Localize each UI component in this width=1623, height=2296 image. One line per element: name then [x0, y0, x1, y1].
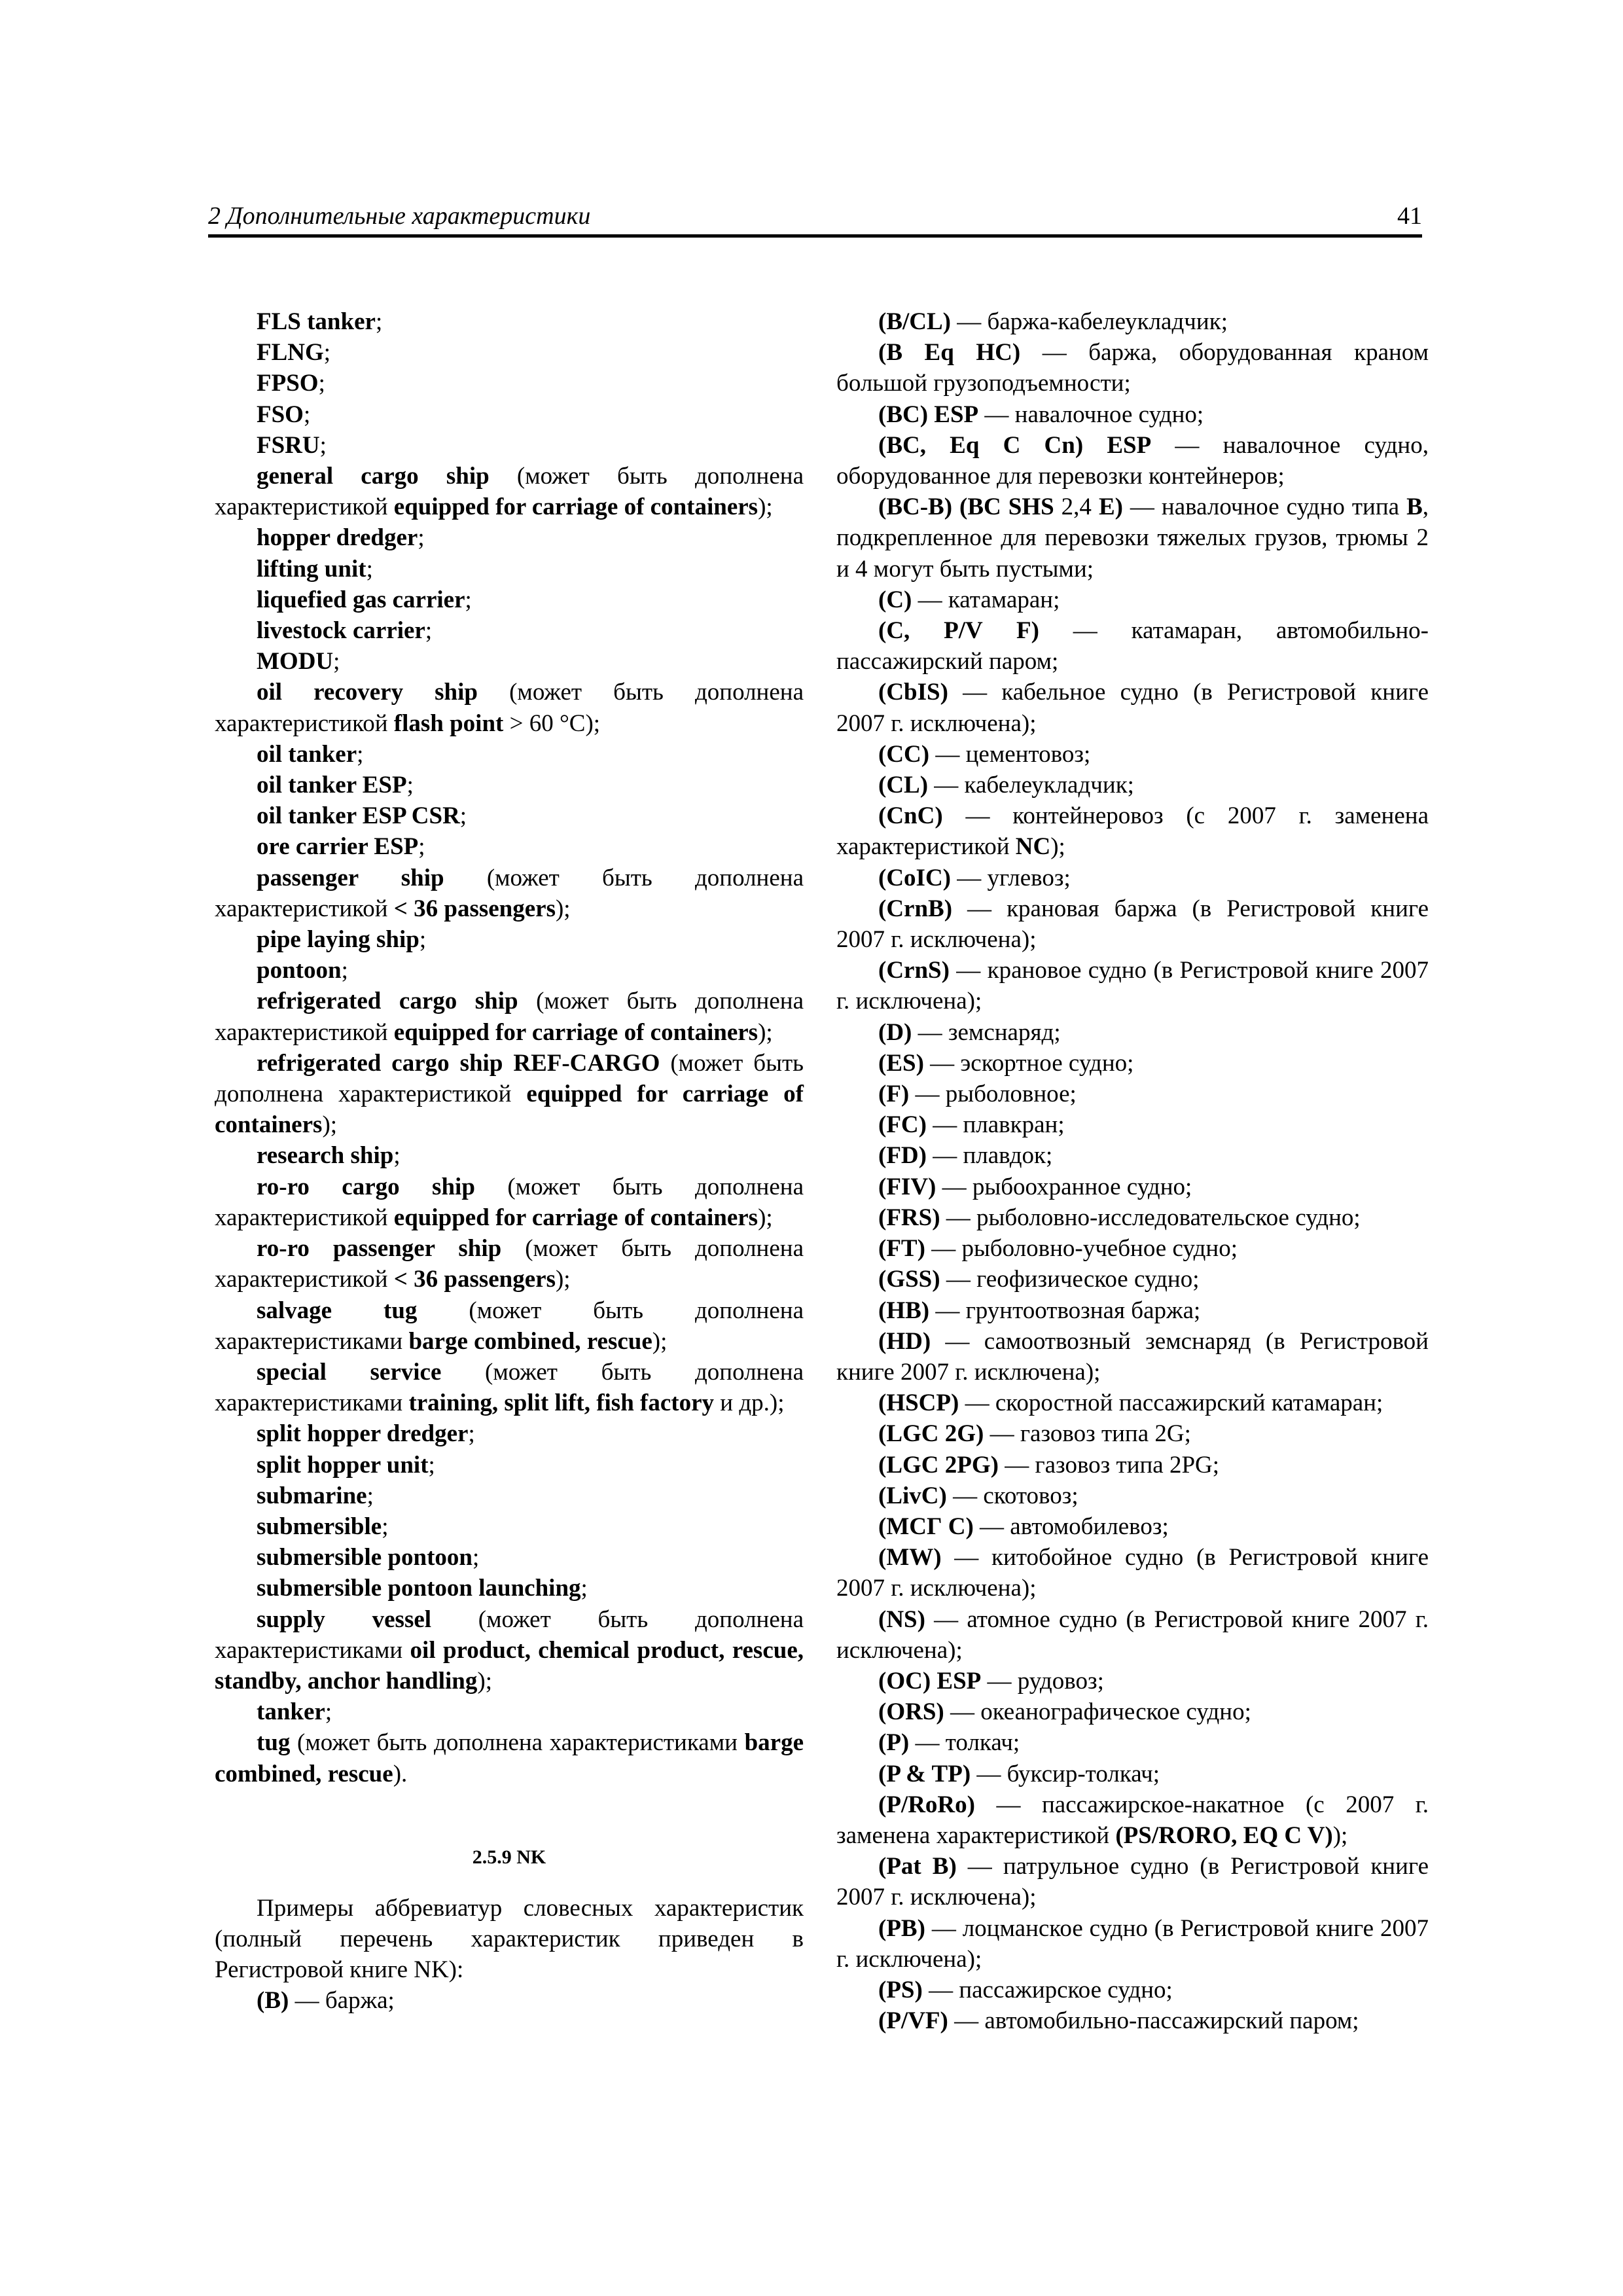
term-text: salvage tug: [257, 1297, 418, 1324]
term-text: submarine: [257, 1482, 367, 1509]
list-item: [836, 1913, 1429, 1975]
list-item: [836, 1975, 1429, 2005]
list-item: [215, 1696, 804, 1727]
term-text: (FIV): [878, 1173, 936, 1200]
term-text: training, split lift, fish factory: [408, 1390, 715, 1417]
term-text: (P/RoRo): [878, 1791, 975, 1818]
description-text: — буксир-толкач;: [971, 1760, 1160, 1787]
description-text: ;: [366, 1482, 374, 1509]
description-text: — катамаран;: [912, 586, 1060, 613]
list-item: [836, 800, 1429, 862]
list-item: [836, 1140, 1429, 1171]
term-text: (F): [878, 1081, 910, 1108]
description-text: (может быть дополнена характеристиками: [215, 1297, 804, 1355]
term-text: oil recovery ship: [257, 679, 478, 706]
list-item: [836, 584, 1429, 615]
term-text: FLNG: [257, 339, 324, 367]
list-item: [215, 522, 804, 553]
term-text: supply vessel: [257, 1605, 432, 1633]
list-item: [836, 1295, 1429, 1326]
description-text: и др.);: [714, 1390, 785, 1417]
description-text: (может быть дополнена характеристикой: [215, 1049, 804, 1108]
list-item: [215, 739, 804, 770]
term-text: (ORS): [878, 1698, 944, 1726]
list-item: [215, 1233, 804, 1295]
right-entry-list: [836, 306, 1429, 2036]
description-text: — навалочное судно;: [978, 401, 1204, 428]
list-item: [215, 399, 804, 430]
list-item: [215, 1140, 804, 1171]
term-text: (FD): [878, 1142, 927, 1170]
description-text: ;: [357, 740, 364, 768]
description-text: );: [758, 1018, 773, 1046]
term-text: ore carrier ESP: [257, 833, 419, 861]
term-text: (D): [878, 1018, 912, 1046]
term-text: equipped for carriage of containers: [393, 1204, 758, 1231]
description-text: ;: [459, 802, 467, 830]
list-item: [836, 2005, 1429, 2036]
list-item: [836, 1666, 1429, 1696]
intro-paragraph: [215, 1893, 804, 1986]
page-number: 41: [1397, 202, 1422, 230]
list-item: [836, 306, 1429, 337]
term-text: (B): [257, 1987, 289, 2015]
term-text: MODU: [257, 648, 334, 675]
list-item: [215, 337, 804, 368]
list-item: [215, 1542, 804, 1573]
page-header: [208, 195, 1422, 238]
term-text: (MW): [878, 1544, 942, 1571]
term-text: split hopper dredger: [257, 1420, 469, 1448]
list-item: [836, 955, 1429, 1016]
description-text: — навалочное судно типа: [1122, 493, 1407, 521]
list-item: [836, 1604, 1429, 1666]
description-text: ;: [382, 1513, 389, 1540]
list-item: [215, 1985, 804, 2016]
description-text: — контейнеровоз (с 2007 г. заменена характеристикой: [836, 802, 1429, 861]
description-text: ;: [428, 1451, 435, 1479]
term-text: B: [1406, 493, 1423, 521]
description-text: — плавдок;: [926, 1142, 1053, 1170]
list-item: [836, 677, 1429, 738]
description-text: — атомное судно (в Регистровой книге 2007 г. исключена);: [836, 1605, 1429, 1664]
list-item: [836, 1202, 1429, 1233]
section-heading: 2.5.9 NK: [472, 1846, 546, 1868]
term-text: (C, P/V F): [878, 617, 1039, 645]
term-text: pontoon: [257, 957, 342, 984]
list-item: [836, 863, 1429, 893]
description-text: — толкач;: [909, 1729, 1020, 1757]
term-text: livestock carrier: [257, 617, 425, 645]
description-text: — рудовоз;: [981, 1667, 1104, 1695]
term-text: (LivC): [878, 1482, 947, 1509]
term-text: submersible pontoon launching: [257, 1575, 581, 1602]
list-item: [836, 337, 1429, 399]
term-text: (LGC 2G): [878, 1420, 984, 1448]
list-item: [215, 430, 804, 461]
description-text: — самоотвозный земснаряд (в Регистровой книге 2007 г. исключена);: [836, 1327, 1429, 1386]
description-text: ;: [580, 1575, 588, 1602]
left-column: [215, 306, 804, 2017]
term-text: (Pat B): [878, 1853, 957, 1880]
list-item: [836, 739, 1429, 770]
description-text: );: [758, 493, 773, 521]
description-text: (может быть дополнена характеристикой: [215, 463, 804, 521]
list-item: [836, 1450, 1429, 1480]
term-text: (CrnS): [878, 957, 950, 984]
list-item: [836, 1233, 1429, 1264]
description-text: — автомобилевоз;: [973, 1513, 1169, 1540]
term-text: (MCГ C): [878, 1513, 974, 1540]
description-text: (может быть дополнена характеристикой: [215, 864, 804, 922]
list-item: [215, 554, 804, 584]
term-text: ro-ro cargo ship: [257, 1173, 475, 1200]
term-text: split hopper unit: [257, 1451, 429, 1479]
list-item: [836, 1079, 1429, 1109]
description-text: — китобойное судно (в Регистровой книге 2007 г. исключена);: [836, 1544, 1429, 1602]
list-item: [215, 1172, 804, 1233]
description-text: — крановая баржа (в Регистровой книге 2007 г. исключена);: [836, 895, 1429, 954]
term-text: (B Eq HC): [878, 339, 1021, 367]
list-item: [215, 1418, 804, 1449]
term-text: oil tanker ESP: [257, 772, 407, 799]
list-item: [836, 1264, 1429, 1295]
description-text: — крановое судно (в Регистровой книге 2007 г. исключена);: [836, 957, 1429, 1015]
description-text: — рыбоохранное судно;: [936, 1173, 1192, 1200]
term-text: tug: [257, 1729, 291, 1757]
term-text: E): [1098, 493, 1123, 521]
term-text: (CoIC): [878, 864, 951, 891]
term-text: flash point: [393, 709, 504, 737]
description-text: — газовоз типа 2G;: [984, 1420, 1191, 1448]
term-text: (FC): [878, 1111, 927, 1139]
list-item: [215, 677, 804, 738]
term-text: FSO: [257, 401, 304, 428]
description-text: — пассажирское судно;: [922, 1976, 1173, 2003]
description-text: — рыболовно-учебное судно;: [925, 1235, 1238, 1263]
list-item: [215, 1048, 804, 1141]
description-text: );: [555, 1266, 571, 1293]
term-text: (PS/RORO, EQ C V): [1115, 1821, 1333, 1849]
description-text: — цементовоз;: [929, 740, 1091, 768]
term-text: pipe laying ship: [257, 926, 419, 954]
description-text: , подкрепленное для перевозки тяжелых грузов, трюмы 2 и 4 могут быть пустыми;: [836, 493, 1429, 583]
description-text: ;: [375, 308, 383, 335]
term-text: (P): [878, 1729, 910, 1757]
description-text: — газовоз типа 2PG;: [998, 1451, 1220, 1479]
term-text: (HB): [878, 1297, 930, 1324]
term-text: (BC-B) (BC SHS: [878, 493, 1054, 521]
list-item: [215, 1295, 804, 1357]
list-item: [215, 1727, 804, 1789]
description-text: — скоростной пассажирский катамаран;: [959, 1390, 1383, 1417]
term-text: research ship: [257, 1142, 394, 1170]
description-text: ;: [468, 1420, 475, 1448]
left-tail-list: [215, 1985, 804, 2016]
description-text: );: [322, 1111, 338, 1139]
list-item: [836, 1418, 1429, 1449]
term-text: (BC, Eq C Cn) ESP: [878, 431, 1152, 459]
term-text: tanker: [257, 1698, 325, 1726]
term-text: ro-ro passenger ship: [257, 1235, 502, 1263]
term-text: NC: [1015, 833, 1051, 861]
description-text: — пассажирское-накатное (с 2007 г. заменена характеристикой: [836, 1791, 1429, 1849]
term-text: special service: [257, 1358, 442, 1386]
description-text: (может быть дополнена характеристикой: [215, 1235, 804, 1293]
list-item: [836, 1759, 1429, 1789]
list-item: [836, 1727, 1429, 1758]
list-item: [836, 1480, 1429, 1511]
description-text: — лоцманское судно (в Регистровой книге 2007 г. исключена);: [836, 1914, 1429, 1973]
term-text: (CnC): [878, 802, 943, 830]
description-text: (может быть дополнена характеристиками: [290, 1729, 745, 1757]
description-text: ;: [366, 555, 373, 583]
term-text: liquefied gas carrier: [257, 586, 465, 613]
list-item: [836, 1048, 1429, 1079]
term-text: (BC) ESP: [878, 401, 979, 428]
description-text: (может быть дополнена характеристикой: [215, 679, 804, 737]
description-text: );: [652, 1327, 668, 1355]
term-text: oil product, chemical product, rescue, standby, anchor handling: [215, 1636, 804, 1695]
term-text: (GSS): [878, 1266, 940, 1293]
description-text: );: [758, 1204, 773, 1231]
list-item: [836, 1388, 1429, 1418]
list-item: [215, 770, 804, 800]
description-text: (может быть дополнена характеристиками: [215, 1358, 804, 1417]
description-text: — кабельное судно (в Регистровой книге 2007 г. исключена);: [836, 679, 1429, 737]
list-item: [836, 615, 1429, 677]
description-text: — навалочное судно, оборудованное для перевозки контейнеров;: [836, 431, 1429, 490]
term-text: oil tanker: [257, 740, 357, 768]
list-item: [215, 986, 804, 1047]
description-text: ).: [393, 1760, 408, 1787]
description-text: ;: [418, 524, 425, 552]
term-text: hopper dredger: [257, 524, 418, 552]
term-text: (CL): [878, 772, 929, 799]
term-text: lifting unit: [257, 555, 366, 583]
list-item: [836, 1696, 1429, 1727]
running-title: 2 Дополнительные характеристики: [208, 202, 591, 230]
term-text: (CrnB): [878, 895, 953, 922]
description-text: );: [1050, 833, 1065, 861]
description-text: — плавкран;: [926, 1111, 1065, 1139]
description-text: ;: [393, 1142, 401, 1170]
list-item: [215, 646, 804, 677]
list-item: [215, 615, 804, 646]
term-text: general cargo ship: [257, 463, 490, 490]
description-text: ;: [333, 648, 340, 675]
term-text: (FT): [878, 1235, 925, 1263]
term-text: FSRU: [257, 431, 320, 459]
list-item: [836, 1511, 1429, 1542]
list-item: [836, 1172, 1429, 1202]
description-text: ;: [465, 586, 472, 613]
description-text: ;: [341, 957, 348, 984]
list-item: [215, 924, 804, 955]
list-item: [215, 800, 804, 831]
term-text: oil tanker ESP CSR: [257, 802, 460, 830]
description-text: — рыболовно-исследовательское судно;: [940, 1204, 1361, 1231]
list-item: [215, 1480, 804, 1511]
term-text: (PS): [878, 1976, 923, 2003]
list-item: [215, 461, 804, 522]
description-text: ;: [303, 401, 311, 428]
term-text: (HSCP): [878, 1390, 959, 1417]
term-text: (CC): [878, 740, 930, 768]
term-text: (P & TP): [878, 1760, 971, 1787]
term-text: < 36 passengers: [393, 895, 556, 922]
description-text: > 60 °C);: [503, 709, 601, 737]
list-item: [836, 1789, 1429, 1851]
term-text: (PB): [878, 1914, 925, 1942]
description-text: ;: [419, 926, 427, 954]
description-text: );: [1332, 1821, 1348, 1849]
description-text: (может быть дополнена характеристикой: [215, 1173, 804, 1231]
term-text: submersible: [257, 1513, 382, 1540]
description-text: — катамаран, автомобильно-пассажирский паром;: [836, 617, 1429, 675]
description-text: ;: [418, 833, 425, 861]
list-item: [215, 584, 804, 615]
term-text: refrigerated cargo ship REF-CARGO: [257, 1049, 660, 1077]
list-item: [836, 399, 1429, 430]
description-text: — рыболовное;: [909, 1081, 1077, 1108]
term-text: submersible pontoon: [257, 1544, 473, 1571]
list-item: [215, 1511, 804, 1542]
description-text: );: [555, 895, 571, 922]
term-text: < 36 passengers: [393, 1266, 556, 1293]
term-text: equipped for carriage of containers: [393, 493, 758, 521]
description-text: — эскортное судно;: [923, 1049, 1134, 1077]
description-text: ;: [406, 772, 414, 799]
description-text: — геофизическое судно;: [940, 1266, 1200, 1293]
list-item: [215, 1573, 804, 1604]
left-entry-list: [215, 306, 804, 1789]
list-item: [836, 770, 1429, 800]
list-item: [836, 1326, 1429, 1388]
list-item: [215, 368, 804, 399]
term-text: barge combined, rescue: [408, 1327, 652, 1355]
description-text: — скотовоз;: [946, 1482, 1079, 1509]
term-text: (LGC 2PG): [878, 1451, 999, 1479]
list-item: [836, 1542, 1429, 1604]
list-item: [836, 492, 1429, 584]
description-text: — углевоз;: [950, 864, 1071, 891]
description-text: ;: [325, 1698, 332, 1726]
description-text: — автомобильно-пассажирский паром;: [948, 2007, 1359, 2035]
term-text: passenger ship: [257, 864, 444, 891]
term-text: barge combined, rescue: [215, 1729, 804, 1787]
list-item: [215, 955, 804, 986]
right-column: [836, 306, 1429, 2036]
description-text: ;: [323, 339, 331, 367]
list-item: [215, 1450, 804, 1480]
list-item: [836, 1109, 1429, 1140]
list-item: [215, 306, 804, 337]
list-item: [215, 1604, 804, 1697]
description-text: (может быть дополнена характеристиками: [215, 1605, 804, 1664]
term-text: (P/VF): [878, 2007, 948, 2035]
description-text: — океанографическое судно;: [944, 1698, 1251, 1726]
term-text: (OC) ESP: [878, 1667, 982, 1695]
description-text: — кабелеукладчик;: [928, 772, 1134, 799]
term-text: FLS tanker: [257, 308, 376, 335]
list-item: [836, 430, 1429, 492]
description-text: — земснаряд;: [912, 1018, 1061, 1046]
term-text: (B/CL): [878, 308, 951, 335]
term-text: (ES): [878, 1049, 924, 1077]
term-text: FPSO: [257, 370, 319, 397]
term-text: equipped for carriage of containers: [215, 1081, 804, 1139]
intro-text: Примеры аббревиатур словесных характеристик (полный перечень характеристик приведен в Регистровой книге NK):: [215, 1894, 804, 1984]
description-text: — баржа-кабелеукладчик;: [951, 308, 1228, 335]
term-text: (C): [878, 586, 912, 613]
description-text: — баржа;: [289, 1987, 395, 2015]
term-text: (NS): [878, 1605, 925, 1633]
list-item: [836, 893, 1429, 955]
list-item: [215, 863, 804, 924]
term-text: equipped for carriage of containers: [393, 1018, 758, 1046]
description-text: 2,4: [1054, 493, 1099, 521]
term-text: (FRS): [878, 1204, 940, 1231]
description-text: ;: [425, 617, 433, 645]
description-text: ;: [472, 1544, 480, 1571]
intro-paragraph-container: [215, 1893, 804, 1986]
list-item: [836, 1017, 1429, 1048]
description-text: );: [477, 1667, 492, 1695]
term-text: refrigerated cargo ship: [257, 988, 518, 1015]
description-text: — грунтоотвозная баржа;: [929, 1297, 1201, 1324]
description-text: — баржа, оборудованная краном большой грузоподъемности;: [836, 339, 1429, 397]
description-text: ;: [318, 370, 325, 397]
description-text: (может быть дополнена характеристикой: [215, 988, 804, 1046]
list-item: [215, 1357, 804, 1418]
term-text: (HD): [878, 1327, 931, 1355]
list-item: [215, 831, 804, 862]
description-text: — патрульное судно (в Регистровой книге 2007 г. исключена);: [836, 1853, 1429, 1911]
description-text: ;: [319, 431, 327, 459]
list-item: [836, 1851, 1429, 1912]
term-text: (CbIS): [878, 679, 948, 706]
